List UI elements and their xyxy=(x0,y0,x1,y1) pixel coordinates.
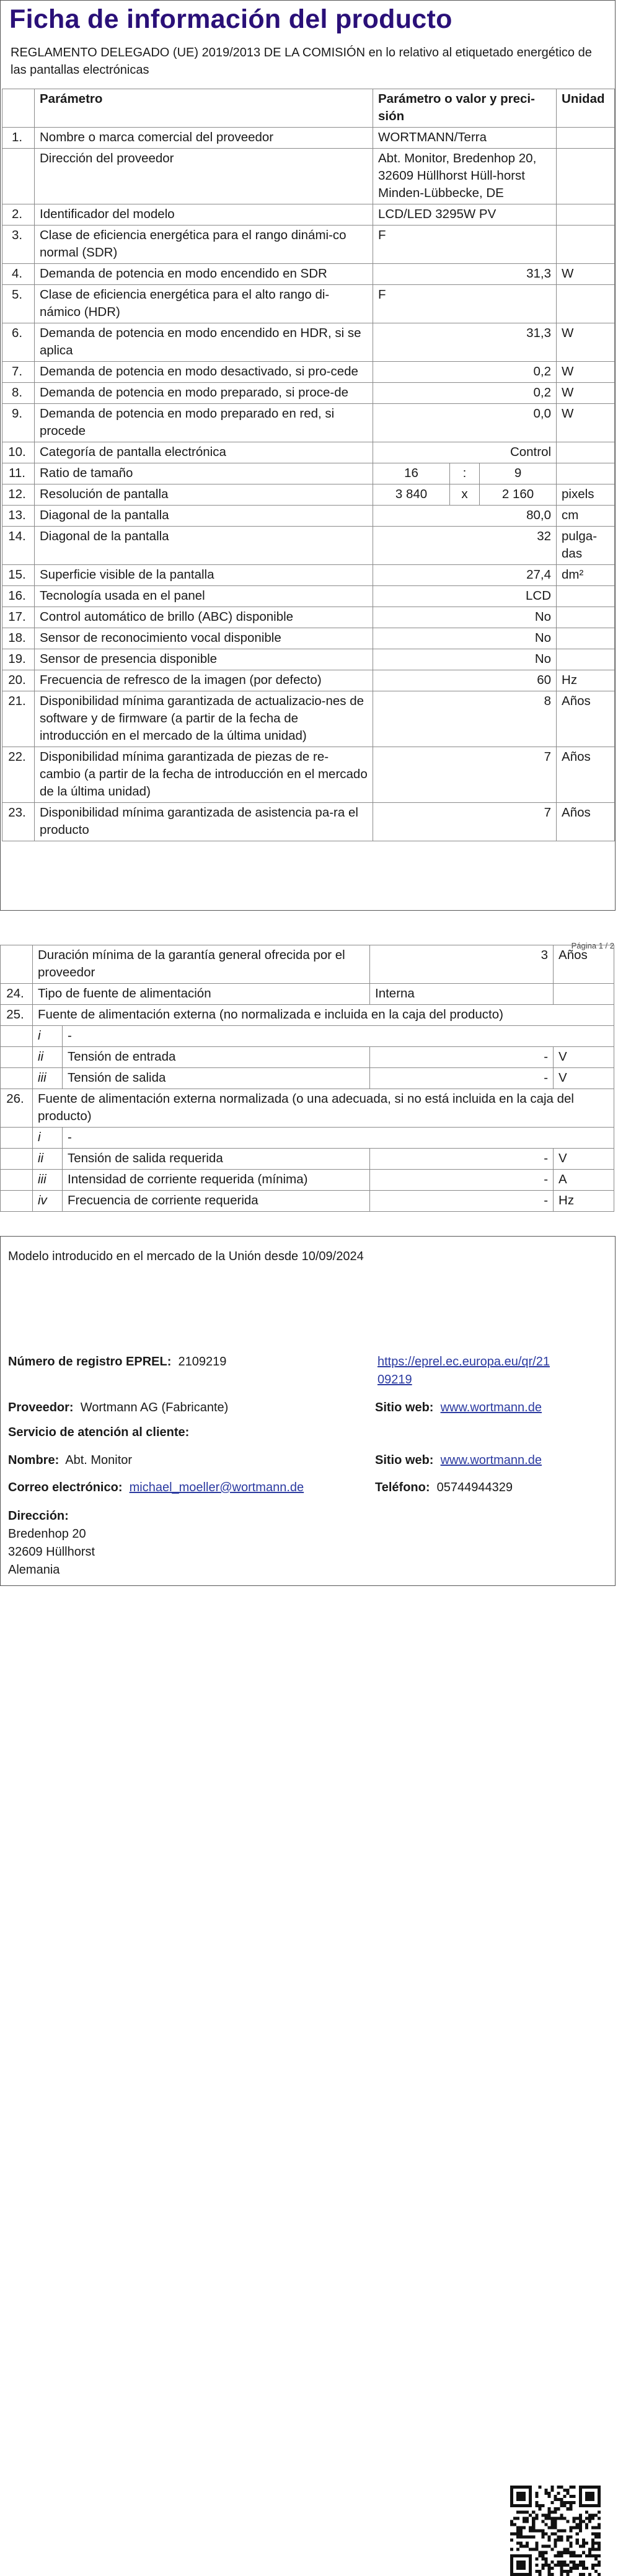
row-number: 12. xyxy=(2,484,35,506)
row-number: 25. xyxy=(1,1005,33,1026)
row-value: 60 xyxy=(373,670,557,691)
header-value: Parámetro o valor y preci-sión xyxy=(373,89,557,128)
row-label: Sensor de presencia disponible xyxy=(35,649,373,670)
row-number xyxy=(1,1128,33,1149)
row-label: Fuente de alimentación externa (no normalizada e incluida en la caja del producto) xyxy=(33,1005,614,1026)
table-row xyxy=(2,670,615,691)
table-row xyxy=(2,463,615,484)
table-row xyxy=(2,527,615,565)
row-label: Control automático de brillo (ABC) disponible xyxy=(35,607,373,628)
row-value: 8 xyxy=(373,691,557,747)
row-value: WORTMANN/Terra xyxy=(373,128,557,149)
row-value-a: 3 840 xyxy=(373,484,450,506)
page-number: Página 1 / 2 xyxy=(571,941,614,950)
row-unit: Años xyxy=(557,747,615,803)
row-value: 32 xyxy=(373,527,557,565)
row-unit: W xyxy=(557,264,615,285)
row-value: Control xyxy=(373,442,557,463)
row-number: 9. xyxy=(2,404,35,442)
row-unit: pixels xyxy=(557,484,615,506)
sub-label: Intensidad de corriente requerida (mínima) xyxy=(63,1170,370,1191)
sub-unit: V xyxy=(554,1068,614,1089)
row-number: 26. xyxy=(1,1089,33,1128)
email-label: Correo electrónico: xyxy=(8,1481,123,1494)
table-row xyxy=(2,691,615,747)
row-unit: W xyxy=(557,362,615,383)
row-number: 24. xyxy=(1,984,33,1005)
address-label xyxy=(8,1507,69,1525)
regulation-subtitle: REGLAMENTO DELEGADO (UE) 2019/2013 DE LA COMISIÓN en lo relativo al etiquetado energético de las pantallas electrónicas xyxy=(11,46,592,77)
row-unit: Años xyxy=(557,691,615,747)
website2-link[interactable]: www.wortmann.de xyxy=(440,1453,542,1467)
table-row xyxy=(2,484,615,506)
table-row xyxy=(2,747,615,803)
row-number: 19. xyxy=(2,649,35,670)
row-value: LCD xyxy=(373,586,557,607)
sub-value: - xyxy=(370,1047,554,1068)
row-value: LCD/LED 3295W PV xyxy=(373,204,557,226)
row-value: 7 xyxy=(373,803,557,841)
row-unit xyxy=(557,586,615,607)
address-line-1: Bredenhop 20 xyxy=(8,1527,86,1541)
row-separator: : xyxy=(450,463,480,484)
row-value: 31,3 xyxy=(373,323,557,362)
row-unit xyxy=(554,984,614,1005)
page-title: Ficha de información del producto xyxy=(9,4,452,34)
row-value-b: 2 160 xyxy=(480,484,557,506)
row-number xyxy=(1,1149,33,1170)
row-value-a: 16 xyxy=(373,463,450,484)
row-number xyxy=(1,1068,33,1089)
row-number: 23. xyxy=(2,803,35,841)
name-value: Abt. Monitor xyxy=(65,1453,133,1467)
table-row xyxy=(2,565,615,586)
sub-value: - xyxy=(370,1149,554,1170)
row-label: Tipo de fuente de alimentación xyxy=(33,984,370,1005)
row-unit: W xyxy=(557,383,615,404)
row-unit: W xyxy=(557,323,615,362)
sub-value: - xyxy=(370,1068,554,1089)
sub-label: Tensión de salida xyxy=(63,1068,370,1089)
table-row xyxy=(2,323,615,362)
table-row xyxy=(2,383,615,404)
row-unit: dm² xyxy=(557,565,615,586)
website2-label: Sitio web: xyxy=(375,1453,434,1467)
row-number xyxy=(1,1170,33,1191)
table-row xyxy=(2,442,615,463)
table-row xyxy=(2,226,615,264)
row-unit: pulga-das xyxy=(557,527,615,565)
row-number: 11. xyxy=(2,463,35,484)
row-unit xyxy=(557,442,615,463)
row-value: 0,2 xyxy=(373,362,557,383)
row-number: 5. xyxy=(2,285,35,323)
row-number: 18. xyxy=(2,628,35,649)
sub-label: Tensión de entrada xyxy=(63,1047,370,1068)
row-label: Nombre o marca comercial del proveedor xyxy=(35,128,373,149)
address-label-text: Dirección: xyxy=(8,1509,69,1523)
row-label: Clase de eficiencia energética para el alto rango di-námico (HDR) xyxy=(35,285,373,323)
row-value: Abt. Monitor, Bredenhop 20, 32609 Hüllhorst Hüll-horst Minden-Lübbecke, DE xyxy=(373,149,557,204)
table-row xyxy=(1,1047,614,1068)
table-row xyxy=(2,128,615,149)
header-unit: Unidad xyxy=(557,89,615,128)
table-row xyxy=(1,1191,614,1212)
row-value: No xyxy=(373,649,557,670)
row-value: 27,4 xyxy=(373,565,557,586)
row-value-b: 9 xyxy=(480,463,557,484)
row-value: 0,0 xyxy=(373,404,557,442)
row-label: Sensor de reconocimiento vocal disponible xyxy=(35,628,373,649)
row-unit: Hz xyxy=(557,670,615,691)
customer-service-heading xyxy=(8,1424,189,1442)
website2-row xyxy=(375,1452,542,1470)
row-value: 80,0 xyxy=(373,506,557,527)
website-label: Sitio web: xyxy=(375,1401,434,1414)
row-unit xyxy=(557,649,615,670)
row-unit xyxy=(557,226,615,264)
row-label: Disponibilidad mínima garantizada de asistencia pa-ra el producto xyxy=(35,803,373,841)
row-unit: cm xyxy=(557,506,615,527)
row-value: Interna xyxy=(370,984,554,1005)
sub-value: - xyxy=(370,1170,554,1191)
sub-index: ii xyxy=(33,1149,63,1170)
table-row xyxy=(2,285,615,323)
sub-index: iii xyxy=(33,1068,63,1089)
table-row xyxy=(2,506,615,527)
email-link[interactable]: michael_moeller@wortmann.de xyxy=(129,1481,304,1494)
eprel-number: 2109219 xyxy=(178,1355,227,1369)
row-number: 1. xyxy=(2,128,35,149)
contact-name-row xyxy=(8,1452,132,1470)
table-row xyxy=(2,586,615,607)
header-param: Parámetro xyxy=(35,89,373,128)
row-number xyxy=(1,945,33,984)
row-value: No xyxy=(373,607,557,628)
row-label: Demanda de potencia en modo encendido en HDR, si se aplica xyxy=(35,323,373,362)
table-row xyxy=(2,204,615,226)
customer-service-label: Servicio de atención al cliente: xyxy=(8,1426,190,1439)
row-value: 7 xyxy=(373,747,557,803)
row-number: 8. xyxy=(2,383,35,404)
website-link[interactable]: www.wortmann.de xyxy=(440,1401,542,1414)
row-unit: Años xyxy=(554,945,614,984)
row-label: Categoría de pantalla electrónica xyxy=(35,442,373,463)
power-supply-table xyxy=(0,945,614,1212)
supplier-row xyxy=(8,1399,228,1417)
sub-unit: V xyxy=(554,1047,614,1068)
sub-index: i xyxy=(33,1026,63,1047)
table-row xyxy=(1,1149,614,1170)
table-row xyxy=(2,264,615,285)
supplier-label: Proveedor: xyxy=(8,1401,74,1414)
row-label: Dirección del proveedor xyxy=(35,149,373,204)
row-unit xyxy=(557,285,615,323)
sub-unit: A xyxy=(554,1170,614,1191)
row-number: 15. xyxy=(2,565,35,586)
row-separator: x xyxy=(450,484,480,506)
row-label: Superficie visible de la pantalla xyxy=(35,565,373,586)
row-number: 6. xyxy=(2,323,35,362)
eprel-link-line-1[interactable]: https://eprel.ec.europa.eu/qr/21 xyxy=(377,1355,550,1369)
row-label: Demanda de potencia en modo encendido en SDR xyxy=(35,264,373,285)
row-number: 17. xyxy=(2,607,35,628)
row-number: 14. xyxy=(2,527,35,565)
product-info-table xyxy=(2,89,615,841)
row-number: 3. xyxy=(2,226,35,264)
row-label: Disponibilidad mínima garantizada de piezas de re-cambio (a partir de la fecha de introducción en el mercado de la última unidad) xyxy=(35,747,373,803)
eprel-row xyxy=(8,1353,226,1371)
sub-label: Tensión de salida requerida xyxy=(63,1149,370,1170)
table-row xyxy=(2,803,615,841)
row-label: Demanda de potencia en modo desactivado, si pro-cede xyxy=(35,362,373,383)
row-unit xyxy=(557,628,615,649)
row-number: 7. xyxy=(2,362,35,383)
row-unit xyxy=(557,607,615,628)
row-value: No xyxy=(373,628,557,649)
sub-label: - xyxy=(63,1026,614,1047)
table-row xyxy=(2,362,615,383)
address-line-3: Alemania xyxy=(8,1563,60,1577)
row-unit xyxy=(557,128,615,149)
row-value: 0,2 xyxy=(373,383,557,404)
table-row xyxy=(1,1089,614,1128)
sub-label: - xyxy=(63,1128,614,1149)
table-row xyxy=(1,1026,614,1047)
eprel-link[interactable] xyxy=(377,1353,550,1389)
row-label: Resolución de pantalla xyxy=(35,484,373,506)
table-row xyxy=(1,1005,614,1026)
table-row xyxy=(2,404,615,442)
sub-unit: Hz xyxy=(554,1191,614,1212)
market-intro: Modelo introducido en el mercado de la Unión desde 10/09/2024 xyxy=(8,1250,364,1263)
row-number: 20. xyxy=(2,670,35,691)
table-row xyxy=(2,149,615,204)
row-number xyxy=(2,149,35,204)
phone-label: Teléfono: xyxy=(375,1481,430,1494)
website-row xyxy=(375,1399,542,1417)
supplier-info-section xyxy=(0,1236,616,1586)
table-row xyxy=(2,649,615,670)
row-unit xyxy=(557,463,615,484)
table-row xyxy=(2,628,615,649)
header-num-cell xyxy=(2,89,35,128)
row-label: Diagonal de la pantalla xyxy=(35,506,373,527)
row-label: Fuente de alimentación externa normalizada (o una adecuada, si no está incluida en la caja del producto) xyxy=(33,1089,614,1128)
row-number: 22. xyxy=(2,747,35,803)
row-label: Disponibilidad mínima garantizada de actualizacio-nes de software y de firmware (a partir de la fecha de introducción en el mercado de la última unidad) xyxy=(35,691,373,747)
row-value: F xyxy=(373,285,557,323)
eprel-label: Número de registro EPREL: xyxy=(8,1355,172,1369)
sub-unit: V xyxy=(554,1149,614,1170)
sub-index: iv xyxy=(33,1191,63,1212)
row-value: 3 xyxy=(370,945,554,984)
sub-label: Frecuencia de corriente requerida xyxy=(63,1191,370,1212)
address-line-2: 32609 Hüllhorst xyxy=(8,1545,95,1559)
row-number xyxy=(1,1047,33,1068)
table-row xyxy=(1,984,614,1005)
row-number: 2. xyxy=(2,204,35,226)
row-value: 31,3 xyxy=(373,264,557,285)
row-number xyxy=(1,1191,33,1212)
row-number: 4. xyxy=(2,264,35,285)
phone-value: 05744944329 xyxy=(436,1481,513,1494)
table-row xyxy=(1,1170,614,1191)
page-2 xyxy=(0,945,616,1230)
row-number: 16. xyxy=(2,586,35,607)
row-label: Demanda de potencia en modo preparado, si proce-de xyxy=(35,383,373,404)
sub-index: i xyxy=(33,1128,63,1149)
qr-code-icon[interactable] xyxy=(510,2486,601,2576)
row-unit: W xyxy=(557,404,615,442)
row-label: Frecuencia de refresco de la imagen (por defecto) xyxy=(35,670,373,691)
table-row xyxy=(2,607,615,628)
row-label: Tecnología usada en el panel xyxy=(35,586,373,607)
page-1 xyxy=(0,0,616,911)
table-row xyxy=(1,945,614,984)
name-label: Nombre: xyxy=(8,1453,60,1467)
table-row xyxy=(1,1068,614,1089)
row-number xyxy=(1,1026,33,1047)
table-header-row xyxy=(2,89,615,128)
row-label: Ratio de tamaño xyxy=(35,463,373,484)
row-unit xyxy=(557,204,615,226)
row-value: F xyxy=(373,226,557,264)
table-row xyxy=(1,1128,614,1149)
row-label: Duración mínima de la garantía general ofrecida por el proveedor xyxy=(33,945,370,984)
supplier-value: Wortmann AG (Fabricante) xyxy=(80,1401,229,1414)
row-label: Diagonal de la pantalla xyxy=(35,527,373,565)
phone-row xyxy=(375,1479,513,1497)
sub-index: iii xyxy=(33,1170,63,1191)
row-unit xyxy=(557,149,615,204)
sub-index: ii xyxy=(33,1047,63,1068)
row-label: Clase de eficiencia energética para el rango dinámi-co normal (SDR) xyxy=(35,226,373,264)
row-number: 13. xyxy=(2,506,35,527)
row-unit: Años xyxy=(557,803,615,841)
row-label: Identificador del modelo xyxy=(35,204,373,226)
eprel-link-line-2[interactable]: 09219 xyxy=(377,1373,412,1387)
row-number: 21. xyxy=(2,691,35,747)
row-number: 10. xyxy=(2,442,35,463)
row-label: Demanda de potencia en modo preparado en red, si procede xyxy=(35,404,373,442)
email-row xyxy=(8,1479,304,1497)
sub-value: - xyxy=(370,1191,554,1212)
